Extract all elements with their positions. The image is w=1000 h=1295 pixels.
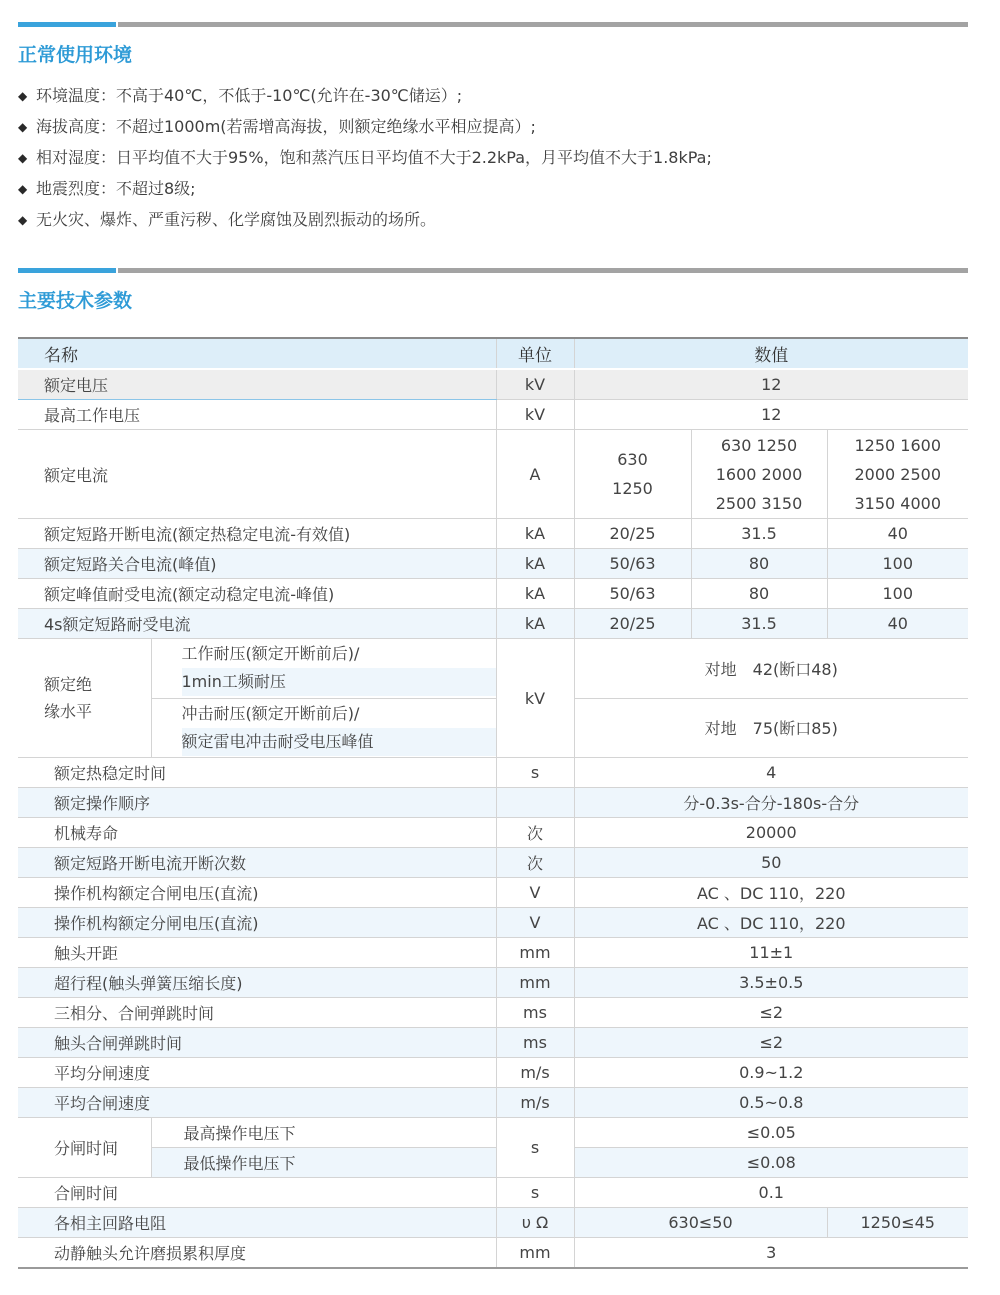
diamond-bullet-icon: ◆ (18, 120, 28, 134)
power-frequency-label: 工作耐压(额定开断前后)/ 1min工频耐压 (151, 639, 496, 699)
opening-time-name: 分闸时间 (18, 1118, 151, 1178)
row-name: 合闸时间 (18, 1178, 496, 1208)
row-name: 动静触头允许磨损累积厚度 (18, 1238, 496, 1269)
rated-current-col3: 1250 1600 2000 2500 3150 4000 (827, 430, 968, 519)
row-name: 机械寿命 (18, 818, 496, 848)
impulse-label: 冲击耐压(额定开断前后)/ 额定雷电冲击耐受电压峰值 (151, 698, 496, 758)
row-value: 50/63 (574, 549, 691, 579)
rated-current-col1: 630 1250 (574, 430, 691, 519)
row-unit: mm (496, 1238, 574, 1269)
row-value: 50/63 (574, 579, 691, 609)
table-row (18, 519, 968, 549)
table-row (18, 400, 968, 430)
list-item: ◆ 无火灾、爆炸、严重污秽、化学腐蚀及剧烈振动的场所。 (18, 207, 712, 238)
row-unit: mm (496, 968, 574, 998)
row-value: 20/25 (574, 519, 691, 549)
row-value: ≤0.08 (574, 1148, 968, 1178)
table-row (18, 1118, 968, 1148)
row-name: 触头合闸弹跳时间 (18, 1028, 496, 1058)
row-name: 额定短路关合电流(峰值) (18, 549, 496, 579)
row-value: ≤2 (574, 1028, 968, 1058)
row-value: AC 、DC 110，220 (574, 908, 968, 938)
table-row (18, 1208, 968, 1238)
row-value: 20/25 (574, 609, 691, 639)
opening-time-unit: s (496, 1118, 574, 1178)
row-unit: ms (496, 998, 574, 1028)
row-unit: s (496, 758, 574, 788)
row-unit: m/s (496, 1088, 574, 1118)
row-value: 50 (574, 848, 968, 878)
row-unit: kA (496, 609, 574, 639)
row-name: 额定电压 (18, 369, 496, 400)
row-value: 1250≤45 (827, 1208, 968, 1238)
section-divider (18, 268, 968, 273)
row-value: 80 (691, 579, 827, 609)
row-name: 额定短路开断电流(额定热稳定电流-有效值) (18, 519, 496, 549)
row-unit: A (496, 430, 574, 519)
row-value: 0.5~0.8 (574, 1088, 968, 1118)
table-row (18, 1058, 968, 1088)
table-row (18, 639, 968, 699)
row-name: 超行程(触头弹簧压缩长度) (18, 968, 496, 998)
row-value: ≤0.05 (574, 1118, 968, 1148)
row-unit: kV (496, 369, 574, 400)
section-divider (18, 22, 968, 27)
divider-line (118, 268, 968, 273)
row-unit: V (496, 878, 574, 908)
row-unit: kA (496, 579, 574, 609)
opening-time-sub: 最低操作电压下 (151, 1148, 496, 1178)
row-unit: 次 (496, 818, 574, 848)
row-unit (496, 788, 574, 818)
section-title-parameters: 主要技术参数 (18, 290, 133, 312)
row-name: 额定峰值耐受电流(额定动稳定电流-峰值) (18, 579, 496, 609)
row-value: 20000 (574, 818, 968, 848)
row-unit: υ Ω (496, 1208, 574, 1238)
row-value: 100 (827, 579, 968, 609)
table-row (18, 369, 968, 400)
table-row (18, 549, 968, 579)
environment-list (18, 83, 712, 238)
table-row (18, 1088, 968, 1118)
table-row (18, 1178, 968, 1208)
row-name: 三相分、合闸弹跳时间 (18, 998, 496, 1028)
power-frequency-value: 对地 42(断口48) (574, 639, 968, 699)
table-row (18, 430, 968, 519)
row-name: 额定操作顺序 (18, 788, 496, 818)
table-row (18, 1028, 968, 1058)
row-value: ≤2 (574, 998, 968, 1028)
row-value: AC 、DC 110，220 (574, 878, 968, 908)
table-row (18, 998, 968, 1028)
row-name: 各相主回路电阻 (18, 1208, 496, 1238)
rated-current-col2: 630 1250 1600 2000 2500 3150 (691, 430, 827, 519)
row-unit: ms (496, 1028, 574, 1058)
table-row (18, 1238, 968, 1269)
spec-table (18, 337, 968, 1269)
table-row (18, 908, 968, 938)
header-unit: 单位 (496, 338, 574, 369)
list-item: ◆ 环境温度：不高于40℃，不低于-10℃(允许在-30℃储运）; (18, 83, 712, 114)
row-value: 12 (574, 369, 968, 400)
table-row (18, 818, 968, 848)
impulse-value: 对地 75(断口85) (574, 698, 968, 758)
row-value: 11±1 (574, 938, 968, 968)
row-value: 31.5 (691, 609, 827, 639)
row-unit: 次 (496, 848, 574, 878)
row-name: 平均分闸速度 (18, 1058, 496, 1088)
opening-time-sub: 最高操作电压下 (151, 1118, 496, 1148)
row-value: 分-0.3s-合分-180s-合分 (574, 788, 968, 818)
row-name: 平均合闸速度 (18, 1088, 496, 1118)
table-header-row (18, 338, 968, 369)
row-unit: m/s (496, 1058, 574, 1088)
table-row (18, 1148, 968, 1178)
row-unit: V (496, 908, 574, 938)
list-item: ◆ 地震烈度：不超过8级; (18, 176, 712, 207)
list-item: ◆ 海拔高度：不超过1000m(若需增高海拔，则额定绝缘水平相应提高）; (18, 114, 712, 145)
header-name: 名称 (18, 338, 496, 369)
insulation-name: 额定绝 缘水平 (18, 639, 151, 758)
list-item: ◆ 相对湿度：日平均值不大于95%，饱和蒸汽压日平均值不大于2.2kPa，月平均值不大于1.8kPa; (18, 145, 712, 176)
table-row (18, 878, 968, 908)
table-row (18, 968, 968, 998)
row-name: 触头开距 (18, 938, 496, 968)
table-row (18, 938, 968, 968)
table-row (18, 758, 968, 788)
row-name: 额定短路开断电流开断次数 (18, 848, 496, 878)
row-name: 最高工作电压 (18, 400, 496, 430)
row-value: 12 (574, 400, 968, 430)
row-name: 额定热稳定时间 (18, 758, 496, 788)
section-title-environment: 正常使用环境 (18, 44, 133, 66)
row-unit: kA (496, 549, 574, 579)
row-name: 操作机构额定合闸电压(直流) (18, 878, 496, 908)
table-row (18, 698, 968, 758)
row-value: 31.5 (691, 519, 827, 549)
row-value: 3.5±0.5 (574, 968, 968, 998)
row-value: 80 (691, 549, 827, 579)
table-row (18, 848, 968, 878)
row-unit: kA (496, 519, 574, 549)
row-value: 0.1 (574, 1178, 968, 1208)
insulation-unit: kV (496, 639, 574, 758)
row-value: 630≤50 (574, 1208, 827, 1238)
row-name: 操作机构额定分闸电压(直流) (18, 908, 496, 938)
table-row (18, 788, 968, 818)
row-value: 4 (574, 758, 968, 788)
diamond-bullet-icon: ◆ (18, 89, 28, 103)
row-unit: kV (496, 400, 574, 430)
diamond-bullet-icon: ◆ (18, 151, 28, 165)
row-value: 40 (827, 609, 968, 639)
row-unit: s (496, 1178, 574, 1208)
row-name: 额定电流 (18, 430, 496, 519)
divider-accent (18, 22, 116, 27)
table-row (18, 579, 968, 609)
row-value: 100 (827, 549, 968, 579)
row-value: 0.9~1.2 (574, 1058, 968, 1088)
diamond-bullet-icon: ◆ (18, 213, 28, 227)
row-unit: mm (496, 938, 574, 968)
row-value: 40 (827, 519, 968, 549)
row-name: 4s额定短路耐受电流 (18, 609, 496, 639)
diamond-bullet-icon: ◆ (18, 182, 28, 196)
row-value: 3 (574, 1238, 968, 1269)
divider-line (118, 22, 968, 27)
divider-accent (18, 268, 116, 273)
table-row (18, 609, 968, 639)
header-value: 数值 (574, 338, 968, 369)
